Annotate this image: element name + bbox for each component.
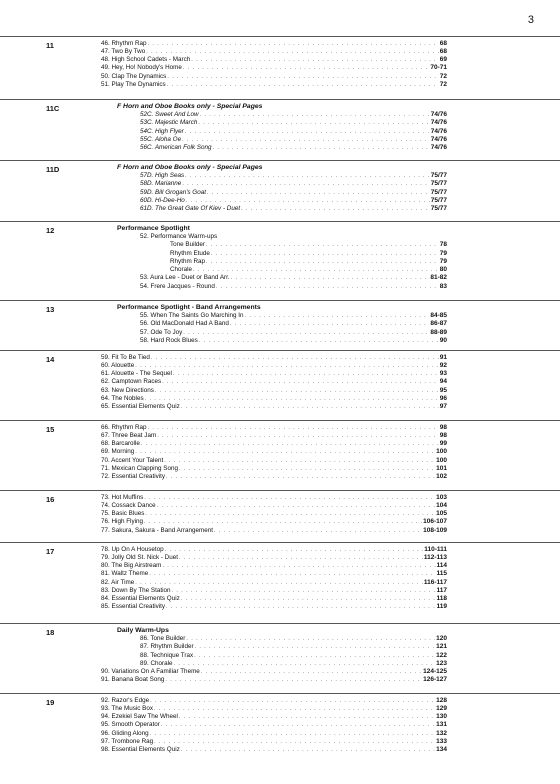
subsection-heading: F Horn and Oboe Books only - Special Pages: [117, 102, 263, 110]
toc-entry: [101, 570, 447, 578]
entry-page-number: 75/77: [430, 180, 447, 188]
toc-section: [0, 99, 560, 157]
dot-leader: [150, 697, 435, 705]
toc-entry: [101, 432, 447, 440]
toc-entry: [101, 705, 447, 713]
toc-section: [0, 300, 560, 347]
toc-entry: [140, 329, 447, 337]
entry-page-number: 101: [436, 464, 447, 472]
entry-title: 87. Rhythm Builder: [140, 643, 194, 651]
entry-page-number: 74/76: [430, 127, 447, 135]
entry-title: 58. Hard Rock Blues: [140, 336, 198, 344]
entry-title: 56C. American Folk Song: [140, 144, 212, 152]
toc-section: [0, 490, 560, 539]
toc-entry: [140, 119, 447, 127]
dot-leader: [185, 128, 430, 136]
entry-title: 57D. High Seas: [140, 172, 185, 180]
entry-title: Chorale: [170, 266, 193, 274]
dot-leader: [157, 502, 436, 510]
toc-entry: [140, 274, 447, 282]
entry-page-number: 121: [436, 643, 447, 651]
entry-page-number: 110-111: [424, 545, 447, 553]
section-number: 19: [46, 698, 55, 707]
toc-entry: [101, 494, 447, 502]
entry-title: 47. Two By Two: [101, 47, 146, 55]
entry-page-number: 98: [439, 423, 447, 431]
entry-page-number: 124-125: [423, 668, 447, 676]
dot-leader: [206, 241, 439, 249]
toc-entry: [101, 403, 447, 411]
dot-leader: [151, 354, 439, 362]
entry-title: 76. High Flying: [101, 518, 143, 526]
entry-page-number: 102: [436, 473, 447, 480]
entry-page-number: 92: [439, 361, 447, 369]
entry-page-number: 106-107: [423, 518, 447, 526]
entry-title: 97. Trombone Rag: [101, 737, 154, 745]
entry-page-number: 81-82: [430, 274, 447, 282]
toc-entry: [170, 250, 447, 258]
dot-leader: [194, 652, 435, 660]
toc-entry: [101, 457, 447, 465]
entry-title: 93. The Music Box: [101, 704, 154, 712]
entry-title: Tone Builder: [170, 241, 206, 249]
dot-leader: [167, 81, 439, 89]
dot-leader: [211, 250, 439, 258]
toc-entry: [101, 721, 447, 729]
dot-leader: [146, 48, 439, 56]
entry-page-number: 100: [436, 456, 447, 464]
toc-entry: [140, 652, 447, 660]
toc-entry: [101, 354, 447, 362]
entry-title: 73. Hot Muffins: [101, 493, 144, 501]
entry-page-number: 114: [436, 562, 447, 569]
entry-title: 85. Essential Creativity: [101, 603, 166, 611]
entry-page-number: 93: [439, 370, 447, 377]
entry-title: Rhythm Etude: [170, 249, 210, 257]
toc-entry: [101, 502, 447, 510]
toc-section: [0, 36, 560, 96]
entry-page-number: 96: [439, 394, 447, 402]
entry-title: 80. The Big Airstream: [101, 562, 162, 569]
entry-page-number: 75/77: [430, 172, 447, 180]
toc-section: [0, 420, 560, 487]
entry-title: 83. Down By The Station: [101, 586, 171, 594]
dot-leader: [135, 362, 439, 370]
dot-leader: [145, 510, 435, 518]
entry-title: 61. Alouette - The Sequel: [101, 370, 172, 377]
entry-page-number: 75/77: [430, 196, 447, 204]
toc-entry: [140, 128, 447, 136]
dot-leader: [207, 189, 430, 197]
dot-leader: [155, 387, 439, 395]
toc-entry: [170, 266, 447, 274]
entry-page-number: 72: [439, 80, 447, 88]
entry-title: 84. Essential Elements Quiz: [101, 595, 180, 602]
dot-leader: [161, 721, 435, 729]
entry-page-number: 75/77: [430, 188, 447, 196]
entry-title: 46. Rhythm Rap: [101, 39, 147, 47]
toc-entry: [140, 660, 447, 668]
dot-leader: [201, 668, 422, 676]
toc-entry: [170, 241, 447, 249]
toc-entry: [101, 465, 447, 473]
dot-leader: [179, 713, 435, 721]
toc-entry: [101, 387, 447, 395]
entry-title: 66. Rhythm Rap: [101, 423, 147, 431]
toc-entry: [140, 320, 447, 328]
entry-title: 92. Razor's Edge: [101, 696, 150, 704]
entry-page-number: 99: [439, 440, 447, 447]
entry-page-number: 97: [439, 403, 447, 410]
toc-entry: [140, 635, 447, 643]
entry-title: 75. Basic Blues: [101, 510, 145, 517]
entry-title: 72. Essential Creativity: [101, 473, 166, 480]
toc-entry: [101, 362, 447, 370]
toc-entry: [101, 40, 447, 48]
entry-title: 74. Cossack Dance: [101, 501, 156, 509]
toc-entry: [101, 595, 447, 603]
entry-page-number: 115: [436, 570, 447, 578]
entry-page-number: 104: [436, 501, 447, 509]
dot-leader: [173, 370, 439, 378]
entry-title: 57. Ode To Joy: [140, 328, 183, 336]
toc-entry: [101, 473, 447, 481]
toc-entry: [101, 713, 447, 721]
entry-title: 81. Waltz Theme: [101, 570, 149, 578]
entry-page-number: 74/76: [430, 119, 447, 127]
entry-page-number: 83: [439, 282, 447, 290]
entry-title: 53. Aura Lee - Duet or Band Arr.: [140, 274, 230, 282]
entry-title: 54. Frere Jacques - Round: [140, 282, 215, 290]
toc-entry: [140, 337, 447, 345]
entry-title: 70. Accent Your Talent: [101, 456, 164, 464]
toc-section: [0, 693, 560, 765]
toc-entry: [101, 370, 447, 378]
subsection-heading: Performance Spotlight - Band Arrangements: [117, 303, 261, 311]
entry-page-number: 86-87: [430, 320, 447, 328]
dot-leader: [182, 136, 430, 144]
dot-leader: [181, 403, 439, 411]
entry-page-number: 74/76: [430, 111, 447, 119]
entry-page-number: 84-85: [430, 312, 447, 320]
dot-leader: [186, 197, 430, 205]
entry-page-number: 120: [436, 635, 447, 643]
subsection-heading: F Horn and Oboe Books only - Special Pages: [117, 163, 263, 171]
dot-leader: [165, 676, 422, 684]
section-number: 13: [46, 305, 55, 314]
entry-page-number: 69: [439, 56, 447, 63]
dot-leader: [141, 440, 439, 448]
entry-title: 88. Technique Trax: [140, 651, 194, 659]
subsection-heading: Daily Warm-Ups: [117, 626, 169, 634]
entry-title: 91. Banana Boat Song: [101, 676, 165, 684]
entry-page-number: 74/76: [430, 135, 447, 143]
toc-entry: [101, 746, 447, 754]
entry-page-number: 80: [439, 266, 447, 274]
entry-title: 59. Fit To Be Tied: [101, 353, 150, 361]
entry-title: 62. Camptown Races: [101, 378, 162, 386]
dot-leader: [154, 705, 435, 713]
entry-title: 71. Mexican Clapping Song: [101, 464, 179, 472]
entry-page-number: 74/76: [430, 144, 447, 152]
toc-entry: [101, 64, 447, 72]
entry-page-number: 100: [436, 448, 447, 456]
entry-page-number: 128: [436, 696, 447, 704]
dot-leader: [191, 56, 439, 64]
toc-entry: [140, 111, 447, 119]
entry-title: 94. Ezekiel Saw The Wheel: [101, 713, 178, 720]
entry-page-number: 90: [439, 336, 447, 344]
dot-leader: [193, 266, 439, 274]
toc-entry: [101, 668, 447, 676]
toc-entry: [140, 172, 447, 180]
dot-leader: [214, 527, 422, 535]
entry-page-number: 98: [439, 431, 447, 439]
toc-entry: [140, 233, 447, 241]
entry-title: 82. Air Time: [101, 578, 135, 586]
entry-title: 95. Smooth Operator: [101, 721, 160, 729]
dot-leader: [230, 320, 429, 328]
entry-page-number: 131: [436, 721, 447, 729]
toc-entry: [140, 312, 447, 320]
entry-page-number: 88-89: [430, 328, 447, 336]
entry-page-number: 129: [436, 704, 447, 712]
toc-entry: [140, 197, 447, 205]
entry-title: 50. Clap The Dynamics: [101, 72, 167, 80]
toc-entry: [140, 643, 447, 651]
entry-title: 86. Tone Builder: [140, 635, 186, 643]
entry-title: 68. Barcarolle: [101, 440, 140, 447]
toc-entry: [101, 676, 447, 684]
entry-title: 52C. Sweet And Low: [140, 111, 199, 119]
entry-page-number: 112-113: [423, 553, 447, 561]
toc-entry: [140, 136, 447, 144]
entry-title: 52. Performance Warm-ups: [140, 233, 218, 241]
toc-entry: [101, 424, 447, 432]
entry-title: 56. Old MacDonald Had A Band: [140, 320, 229, 328]
dot-leader: [195, 643, 436, 651]
entry-page-number: 105: [436, 510, 447, 517]
dot-leader: [148, 40, 439, 48]
entry-title: 67. Three Beat Jam: [101, 431, 157, 439]
section-number: 18: [46, 628, 55, 637]
toc-section: [0, 623, 560, 690]
entry-title: 63. New Directions: [101, 386, 154, 394]
entry-page-number: 122: [436, 651, 447, 659]
entry-page-number: 133: [436, 737, 447, 745]
dot-leader: [165, 546, 424, 554]
entry-page-number: 116-117: [423, 578, 447, 586]
toc-entry: [101, 562, 447, 570]
entry-page-number: 118: [436, 595, 447, 602]
entry-page-number: 94: [439, 378, 447, 386]
toc-entry: [140, 180, 447, 188]
dot-leader: [144, 518, 422, 526]
dot-leader: [206, 258, 439, 266]
dot-leader: [172, 587, 436, 595]
dot-leader: [150, 730, 436, 738]
dot-leader: [241, 205, 430, 213]
dot-leader: [179, 465, 435, 473]
entry-page-number: 95: [439, 386, 447, 394]
entry-title: 48. High School Cadets - March: [101, 56, 191, 63]
dot-leader: [149, 570, 435, 578]
dot-leader: [148, 424, 439, 432]
section-number: 17: [46, 547, 55, 556]
entry-title: Rhythm Rap: [170, 257, 205, 265]
entry-title: 53C. Majestic March: [140, 119, 198, 127]
dot-leader: [245, 312, 430, 320]
toc-entry: [101, 546, 447, 554]
dot-leader: [213, 144, 430, 152]
entry-title: 98. Essential Elements Quiz: [101, 746, 180, 753]
entry-title: 59D. Bill Grogan's Goat: [140, 188, 206, 196]
toc-entry: [140, 283, 447, 291]
entry-title: 58D. Marianne: [140, 180, 182, 188]
entry-page-number: 134: [436, 746, 447, 753]
toc-section: [0, 221, 560, 297]
entry-page-number: 103: [436, 493, 447, 501]
entry-title: 69. Morning: [101, 448, 135, 456]
section-number: 11C: [46, 104, 60, 113]
entry-title: 51. Play The Dynamics: [101, 80, 166, 88]
section-number: 11D: [46, 165, 60, 174]
page-number: 3: [527, 14, 534, 26]
dot-leader: [231, 274, 430, 282]
entry-title: 60. Alouette: [101, 361, 135, 369]
entry-page-number: 126-127: [423, 676, 447, 684]
toc-entry: [101, 510, 447, 518]
dot-leader: [166, 473, 435, 481]
dot-leader: [183, 329, 429, 337]
dot-leader: [154, 738, 435, 746]
entry-title: 64. The Nobles: [101, 394, 144, 402]
toc-entry: [140, 205, 447, 213]
dot-leader: [185, 172, 430, 180]
dot-leader: [183, 64, 429, 72]
toc-entry: [140, 189, 447, 197]
dot-leader: [164, 457, 435, 465]
entry-page-number: 91: [439, 353, 447, 361]
dot-leader: [200, 111, 430, 119]
entry-title: 60D. Hi-Dee-Ho: [140, 196, 185, 204]
toc-entry: [101, 587, 447, 595]
toc-entry: [101, 395, 447, 403]
entry-title: 61D. The Great Gate Of Kiev - Duet: [140, 205, 241, 213]
entry-page-number: 130: [436, 713, 447, 720]
dot-leader: [135, 448, 435, 456]
entry-page-number: 117: [436, 586, 447, 594]
entry-page-number: 132: [436, 729, 447, 737]
entry-page-number: 68: [439, 39, 447, 47]
entry-page-number: 79: [439, 257, 447, 265]
dot-leader: [157, 432, 439, 440]
toc-entry: [101, 554, 447, 562]
toc-entry: [101, 579, 447, 587]
toc-entry: [101, 73, 447, 81]
entry-title: 90. Variations On A Familiar Theme: [101, 668, 200, 676]
toc-entry: [101, 440, 447, 448]
toc-section: [0, 350, 560, 417]
dot-leader: [166, 603, 435, 611]
dot-leader: [144, 494, 435, 502]
dot-leader: [162, 378, 439, 386]
entry-title: 89. Chorale: [140, 659, 173, 667]
toc-entry: [101, 48, 447, 56]
entry-title: 55. When The Saints Go Marching In: [140, 312, 244, 320]
toc-entry: [101, 378, 447, 386]
entry-title: 77. Sakura, Sakura - Band Arrangement: [101, 526, 214, 534]
entry-title: 49. Hey, Ho! Nobody's Home: [101, 64, 182, 72]
toc-entry: [101, 527, 447, 535]
section-number: 14: [46, 355, 55, 364]
entry-title: 79. Jolly Old St. Nick - Duet: [101, 553, 178, 561]
dot-leader: [186, 635, 435, 643]
section-number: 11: [46, 41, 54, 50]
entry-page-number: 119: [436, 603, 447, 611]
subsection-heading: Performance Spotlight: [117, 224, 190, 232]
toc-entry: [101, 603, 447, 611]
dot-leader: [182, 180, 429, 188]
section-number: 16: [46, 495, 55, 504]
entry-page-number: 68: [439, 47, 447, 55]
entry-page-number: 108-109: [423, 526, 447, 534]
toc-entry: [101, 730, 447, 738]
entry-title: 54C. High Flyer: [140, 127, 184, 135]
toc-section: [0, 160, 560, 218]
toc-entry: [101, 518, 447, 526]
toc-entry: [140, 144, 447, 152]
entry-page-number: 72: [439, 72, 447, 80]
entry-page-number: 123: [436, 659, 447, 667]
toc-entry: [101, 448, 447, 456]
entry-page-number: 70-71: [430, 64, 447, 72]
dot-leader: [174, 660, 436, 668]
dot-leader: [162, 562, 435, 570]
dot-leader: [216, 283, 439, 291]
dot-leader: [179, 554, 423, 562]
dot-leader: [167, 73, 438, 81]
entry-title: 78. Up On A Housetop: [101, 545, 164, 553]
toc-entry: [101, 56, 447, 64]
toc-entry: [101, 738, 447, 746]
toc-entry: [101, 81, 447, 89]
toc-entry: [170, 258, 447, 266]
entry-page-number: 79: [439, 249, 447, 257]
section-number: 15: [46, 425, 55, 434]
dot-leader: [135, 579, 423, 587]
dot-leader: [198, 119, 429, 127]
dot-leader: [181, 746, 435, 754]
entry-title: 96. Gliding Along: [101, 729, 149, 737]
entry-title: 65. Essential Elements Quiz: [101, 403, 180, 410]
entry-page-number: 75/77: [430, 205, 447, 213]
toc-entry: [101, 697, 447, 705]
section-number: 12: [46, 226, 55, 235]
dot-leader: [199, 337, 439, 345]
dot-leader: [145, 395, 439, 403]
toc-section: [0, 542, 560, 620]
entry-title: 55C. Aloha Oe: [140, 135, 182, 143]
entry-page-number: 78: [439, 241, 447, 249]
dot-leader: [181, 595, 436, 603]
